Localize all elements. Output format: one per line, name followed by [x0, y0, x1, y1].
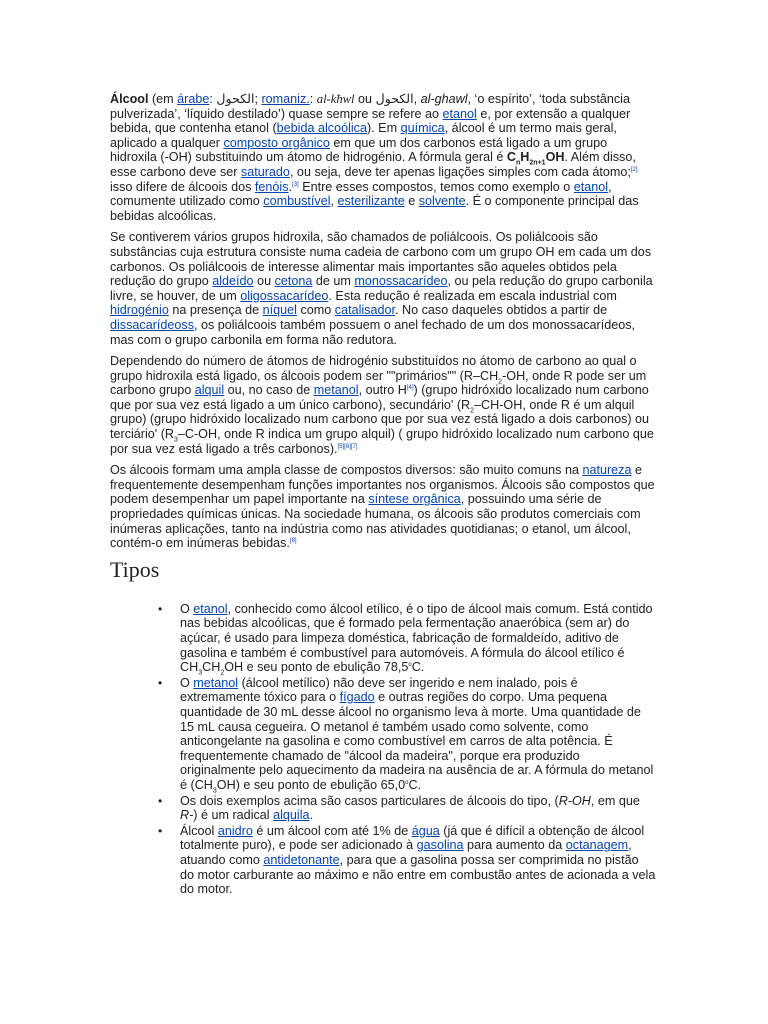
link-fenois[interactable]: fenóis	[254, 179, 289, 194]
link-combustivel[interactable]: combustível	[263, 194, 331, 209]
link-arabe[interactable]: árabe	[177, 92, 210, 106]
link-agua[interactable]: água	[411, 823, 440, 838]
link-solvente[interactable]: solvente	[418, 194, 466, 209]
ref-3[interactable]: [3]	[292, 181, 299, 188]
link-niquel[interactable]: níquel	[262, 303, 297, 318]
link-metanol-list[interactable]: metanol	[193, 675, 239, 690]
link-quimica[interactable]: química	[400, 121, 445, 136]
intro-paragraph: Álcool (em árabe: الكحول; romaniz.: al-kħwl ou الكحول, al-ghawl, ‘o espírito’, ‘toda substância pulverizada’, ‘líquido destilado’) quase sempre se refere ao etanol e, por extensão a qualquer bebida, que contenha etanol (bebida alcoólica). Em química, álcool é um termo mais geral, aplicado a qualquer composto orgânico em que um dos carbonos está ligado a um grupo hidroxila (-OH) substituindo um átomo de hidrogénio. A fórmula geral é $C_nH_{2n+1}OH$. Além disso, esse carbono deve ser saturado, ou seja, deve ter apenas ligações simples com cada átomo;[2] isso difere de álcoois dos fenóis.[3] Entre esses compostos, temos como exemplo o etanol, comumente utilizado como combustível, esterilizante e solvente. É o componente principal das bebidas alcoólicas.	[110, 92, 639, 223]
link-hidrogenio[interactable]: hidrogénio	[110, 303, 169, 318]
link-romaniz[interactable]: romaniz.	[261, 92, 310, 106]
types-list	[110, 602, 656, 897]
compounds-paragraph: Os álcoois formam uma ampla classe de compostos diversos: são muito comuns na natureza e frequentemente desempenham funções importantes nos organismos. Álcoois são compostos que podem desempenhar um papel importante na síntese orgânica, possuindo uma série de propriedades químicas únicas. Na sociedade humana, os álcoois são produtos comerciais com inúmeras aplicações, tanto na indústria como nas atividades quotidianas; o etanol, um álcool, contém-o em inúmeras bebidas.[8]	[110, 463, 655, 551]
link-octanagem[interactable]: octanagem	[565, 838, 629, 853]
link-catalisador[interactable]: catalisador	[334, 303, 395, 318]
link-anidro[interactable]: anidro	[217, 823, 253, 838]
link-gasolina[interactable]: gasolina	[416, 838, 464, 853]
list-item-anidro: • Álcool anidro é um álcool com até 1% de água (já que é difícil a obtenção de álcool totalmente puro), e pode ser adicionado à gasolina para aumento da octanagem, atuando como antidetonante, para que a gasolina possa ser comprimida no pistão do motor carburante ao máximo e não entre em combustão antes de acionada a vela do motor.	[180, 824, 656, 897]
list-item-etanol: • O etanol, conhecido como álcool etílico, é o tipo de álcool mais comum. Está contido nas bebidas alcoólicas, que é formado pela fermentação anaeróbica (sem ar) do açúcar, é usado para limpeza doméstica, fabricação de formaldeído, aditivo de gasolina e também é combustível para automóveis. A fórmula do álcool etílico é $CH_3CH_2OH$ e seu ponto de ebulição 78,5$^o$C.	[180, 602, 656, 675]
link-alquil[interactable]: alquil	[194, 383, 225, 398]
ref-4[interactable]: [4]	[406, 385, 414, 392]
list-item-metanol: • O metanol (álcool metílico) não deve ser ingerido e nem inalado, pois é extremamente tóxico para o fígado e outras regiões do corpo. Uma pequena quantidade de 30 mL desse álcool no organismo leva à morte. Uma quantidade de 15 mL causa cegueira. O metanol é também usado como solvente, como anticongelante na gasolina e como combustível em carros de alta potência. É frequentemente chamado de "álcool da madeira", porque era produzido originalmente pelo aquecimento da madeira na ausência de ar. A fórmula do metanol é $(CH_3OH)$ e seu ponto de ebulição 65,0$^o$C.	[180, 676, 656, 793]
link-etanol-list[interactable]: etanol	[193, 601, 228, 616]
link-aldeido[interactable]: aldeído	[212, 274, 254, 289]
ref-5-6-7[interactable]: [5][6][7]	[337, 443, 358, 450]
link-cetona[interactable]: cetona	[274, 274, 313, 289]
section-heading-tipos: Tipos	[110, 556, 160, 582]
link-esterilizante[interactable]: esterilizante	[337, 194, 405, 209]
classification-paragraph: Dependendo do número de átomos de hidrogénio substituídos no átomo de carbono ao qual o grupo hidroxila está ligado, os álcoois podem ser ""primários"" ($R-CH_2-OH$, onde R pode ser um carbono grupo alquil ou, no caso de metanol, outro H[4]) (grupo hidróxido localizado num carbono que por sua vez está ligado a um único carbono), secundário' ($R_2-CH-OH$, onde R é um alquil grupo) (grupo hidróxido localizado num carbono que por sua vez está ligado a dois carbonos) ou terciário' ($R_3-C-OH$, onde R indica um grupo alquil) ( grupo hidróxido localizado num carbono que por sua vez está ligado a três carbonos).[5][6][7]	[110, 354, 654, 456]
link-antidetonante[interactable]: antidetonante	[263, 852, 340, 867]
link-composto-organico[interactable]: composto orgânico	[223, 135, 330, 150]
link-natureza[interactable]: natureza	[582, 463, 632, 478]
ref-8[interactable]: [8]	[289, 538, 297, 545]
general-formula: $C_nH_{2n+1}OH$	[506, 150, 565, 167]
link-metanol[interactable]: metanol	[313, 383, 359, 398]
link-etanol[interactable]: etanol	[442, 106, 477, 121]
link-dissacarideos[interactable]: dissacarídeoss	[110, 317, 194, 332]
ref-2[interactable]: [2]	[630, 166, 638, 173]
list-item-roh: • Os dois exemplos acima são casos particulares de álcoois do tipo, (R-OH, em que R-) é um radical alquila.	[180, 794, 656, 823]
link-alquila[interactable]: alquila	[273, 808, 310, 823]
link-monossacarideo[interactable]: monossacarídeo	[354, 274, 448, 289]
polyalcohols-paragraph: Se contiverem vários grupos hidroxila, são chamados de poliálcoois. Os poliálcoois são substâncias cuja estrutura consiste numa cadeia de carbono com um grupo OH em cada um dos carbonos. Os poliálcoois de interesse alimentar mais importantes são aqueles obtidos pela redução do grupo aldeído ou cetona de um monossacarídeo, ou pela redução do grupo carbonila livre, se houver, de um oligossacarídeo. Esta redução é realizada em escala industrial com hidrogénio na presença de níquel como catalisador. No caso daqueles obtidos a partir de dissacarídeoss, os poliálcoois também possuem o anel fechado de um dos monossacarídeos, mas com o grupo carbonila em forma não redutora.	[110, 230, 653, 347]
link-oligossacarideo[interactable]: oligossacarídeo	[240, 288, 329, 303]
link-bebida-alcoolica[interactable]: bebida alcoólica	[276, 121, 367, 136]
link-figado[interactable]: fígado	[339, 690, 375, 705]
link-etanol-2[interactable]: etanol	[573, 179, 609, 194]
article-body	[110, 92, 656, 898]
article-title-term: Álcool	[110, 92, 149, 106]
link-sintese-organica[interactable]: síntese orgânica	[368, 492, 461, 507]
link-saturado[interactable]: saturado	[240, 164, 290, 179]
